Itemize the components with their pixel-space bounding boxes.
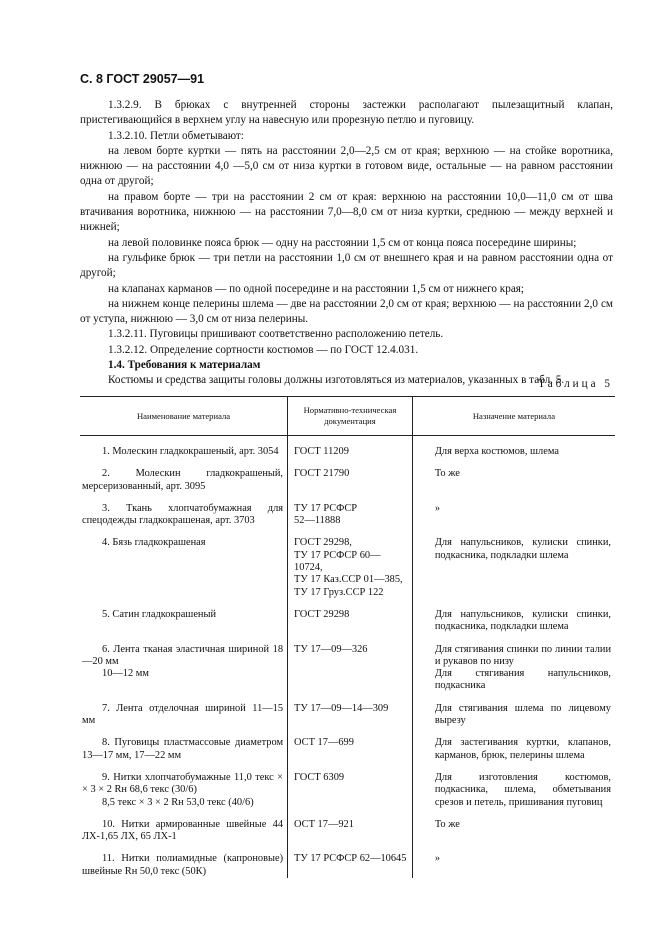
cell-line: 3. Ткань хлопчатобумажная для спецодежды гладкокрашеная, арт. 3703	[82, 502, 284, 527]
section-heading: 1.4. Требования к материалам	[108, 359, 261, 372]
material-name-cell	[80, 853, 288, 878]
paragraph: 1.3.2.12. Определение сортности костюмов — по ГОСТ 12.4.031.	[108, 343, 419, 356]
cell-line: То же	[434, 468, 460, 480]
purpose-cell	[412, 537, 615, 598]
materials-table	[80, 396, 615, 878]
paragraph: на нижнем конце пелерины шлема — две на расстоянии 2,0 см от края; верхнюю — на расстоянии 2,0 см от уступа, нижнюю — 3,0 см от низа пелерины.	[80, 297, 613, 326]
material-name-cell	[80, 446, 288, 458]
cell-line: 4. Бязь гладкокрашеная	[102, 537, 206, 549]
cell-line: Для напульсников, кулиски спинки, подкасника, подкладки шлема	[434, 608, 611, 633]
cell-line: 2. Молескин гладкокрашеный, мерсеризованный, арт. 3095	[82, 468, 284, 492]
paragraph: 1.3.2.11. Пуговицы пришивают соответственно расположению петель.	[108, 328, 444, 341]
purpose-cell	[412, 772, 615, 809]
document-cell	[288, 609, 413, 634]
cell-line: ГОСТ 21790	[294, 468, 350, 480]
cell-line: Для изготовления костюмов, подкасника, шлема, обметывания срезов и петель, пришивания пуговиц	[434, 771, 611, 808]
material-name-cell	[80, 644, 288, 693]
row-spacer	[80, 527, 615, 537]
table-row	[80, 703, 615, 728]
document-cell	[288, 703, 413, 728]
table-row	[80, 772, 615, 809]
cell-line: То же	[434, 818, 460, 830]
paragraph: 1.3.2.10. Петли обметывают:	[108, 129, 244, 142]
cell-line: ТУ 17 Каз.ССР 01—385,	[294, 574, 403, 586]
cell-line: »	[434, 853, 441, 865]
table-row	[80, 468, 615, 493]
section-text: Костюмы и средства защиты головы должны изготовляться из материалов, указанных в табл. 5.	[108, 374, 565, 387]
cell-line: 7. Лента отделочная шириной 11—15 мм	[82, 702, 284, 727]
document-cell	[288, 644, 413, 693]
cell-line: ТУ 17 Груз.ССР 122	[294, 586, 384, 598]
cell-line: ТУ 17—09—326	[294, 643, 368, 655]
material-name-cell	[80, 468, 288, 493]
table-row	[80, 853, 615, 878]
cell-line: Для верха костюмов, шлема	[434, 446, 559, 457]
document-cell	[288, 446, 413, 458]
purpose-cell	[412, 644, 615, 693]
paragraph: 1.3.2.9. В брюках с внутренней стороны застежки располагают пылезащитный клапан, пристегивающийся в верхнем углу на навесную или прорезную петлю и пуговицу.	[80, 99, 613, 127]
purpose-cell	[412, 446, 615, 458]
cell-line: Для застегивания куртки, клапанов, карманов, брюк, пелерины шлема	[434, 737, 611, 761]
cell-line: ГОСТ 11209	[294, 446, 349, 457]
cell-line: Для стягивания напульсников, подкасника	[434, 668, 611, 692]
row-spacer	[80, 843, 615, 853]
body-text	[80, 98, 613, 389]
row-spacer	[80, 493, 615, 503]
purpose-cell	[412, 468, 615, 493]
cell-line: 1. Молескин гладкокрашеный, арт. 3054	[102, 446, 279, 457]
row-spacer	[80, 693, 615, 703]
material-name-cell	[80, 819, 288, 844]
column-header: Назначение материала	[412, 397, 615, 436]
material-name-cell	[80, 503, 288, 528]
material-name-cell	[80, 609, 288, 634]
cell-line: ТУ 17—09—14—309	[294, 702, 389, 714]
cell-line: ОСТ 17—921	[294, 818, 354, 830]
table-row	[80, 446, 615, 458]
column-header: Нормативно-техническая документация	[288, 397, 413, 436]
material-name-cell	[80, 537, 288, 598]
document-cell	[288, 503, 413, 528]
document-cell	[288, 772, 413, 809]
purpose-cell	[412, 853, 615, 878]
row-spacer	[80, 436, 615, 447]
column-header: Наименование материала	[80, 397, 288, 436]
cell-line: 9. Нитки хлопчатобумажные 11,0 текс × × 3 × 2 Rн 68,6 текс (30/6)	[82, 771, 284, 796]
cell-line: Для стягивания спинки по линии талии и рукавов по низу	[434, 643, 611, 667]
document-cell	[288, 737, 413, 762]
cell-line: 10. Нитки армированные швейные 44 ЛХ-1,65 ЛХ, 65 ЛХ-1	[82, 818, 284, 843]
row-spacer	[80, 458, 615, 468]
paragraph: на левом борте куртки — пять на расстоянии 2,0—2,5 см от края; верхнюю — на стойке воротника, нижнюю — на расстоянии 4,0 —5,0 см от низа куртки в готовом виде, остальные — на равном расстоянии одна от другой;	[80, 144, 613, 188]
row-spacer	[80, 809, 615, 819]
cell-line: 5. Сатин гладкокрашеный	[102, 608, 217, 620]
cell-line: ТУ 17 РСФСР 62—10645	[294, 853, 407, 865]
cell-line: Для напульсников, кулиски спинки, подкасника, подкладки шлема	[434, 537, 611, 561]
purpose-cell	[412, 609, 615, 634]
purpose-cell	[412, 819, 615, 844]
row-spacer	[80, 599, 615, 609]
cell-line: 52—11888	[294, 515, 341, 527]
table-header-row	[80, 397, 615, 436]
cell-line: ТУ 17 РСФСР	[294, 502, 358, 514]
purpose-cell	[412, 503, 615, 528]
document-cell	[288, 468, 413, 493]
table-row	[80, 609, 615, 634]
table-row	[80, 644, 615, 693]
cell-line: 6. Лента тканая эластичная шириной 18—20 мм	[82, 643, 284, 667]
table-row	[80, 737, 615, 762]
table-caption: Таблица 5	[538, 378, 613, 390]
table-row	[80, 537, 615, 598]
row-spacer	[80, 762, 615, 772]
purpose-cell	[412, 703, 615, 728]
cell-line: Для стягивания шлема по лицевому вырезу	[434, 702, 611, 727]
table-row	[80, 503, 615, 528]
paragraph: на гульфике брюк — три петли на расстоянии 1,0 см от внешнего края и на равном расстоянии одна от другой;	[80, 251, 613, 280]
material-name-cell	[80, 737, 288, 762]
material-name-cell	[80, 703, 288, 728]
paragraph: на левой половинке пояса брюк — одну на расстоянии 1,5 см от конца пояса посередине ширины;	[108, 236, 577, 249]
table-row	[80, 819, 615, 844]
document-cell	[288, 853, 413, 878]
cell-line: ОСТ 17—699	[294, 737, 354, 749]
cell-line: 8,5 текс × 3 × 2 Rн 53,0 текс (40/6)	[102, 796, 254, 808]
document-cell	[288, 537, 413, 598]
purpose-cell	[412, 737, 615, 762]
page-header: С. 8 ГОСТ 29057—91	[80, 72, 205, 86]
document-cell	[288, 819, 413, 844]
cell-line: 11. Нитки полиамидные (капроновые) швейные Rн 50,0 текс (50К)	[82, 853, 284, 877]
cell-line: ТУ 17 РСФСР 60—10724,	[294, 549, 381, 574]
paragraph: на правом борте — три на расстоянии 2 см от края: верхнюю на расстоянии 10,0—11,0 см от шва втачивания воротника, нижнюю — на расстоянии 7,0—8,0 см от низа куртки, среднюю — между верхней и нижней;	[80, 190, 613, 234]
cell-line: 10—12 мм	[102, 668, 149, 680]
row-spacer	[80, 727, 615, 737]
paragraph: на клапанах карманов — по одной посередине и на расстоянии 1,5 см от нижнего края;	[108, 282, 525, 295]
cell-line: ГОСТ 6309	[294, 771, 345, 783]
cell-line: »	[434, 502, 441, 514]
material-name-cell	[80, 772, 288, 809]
row-spacer	[80, 634, 615, 644]
cell-line: 8. Пуговицы пластмассовые диаметром 13—17 мм, 17—22 мм	[82, 737, 284, 761]
table-body	[80, 436, 615, 879]
cell-line: ГОСТ 29298	[294, 608, 350, 620]
cell-line: ГОСТ 29298,	[294, 537, 352, 549]
